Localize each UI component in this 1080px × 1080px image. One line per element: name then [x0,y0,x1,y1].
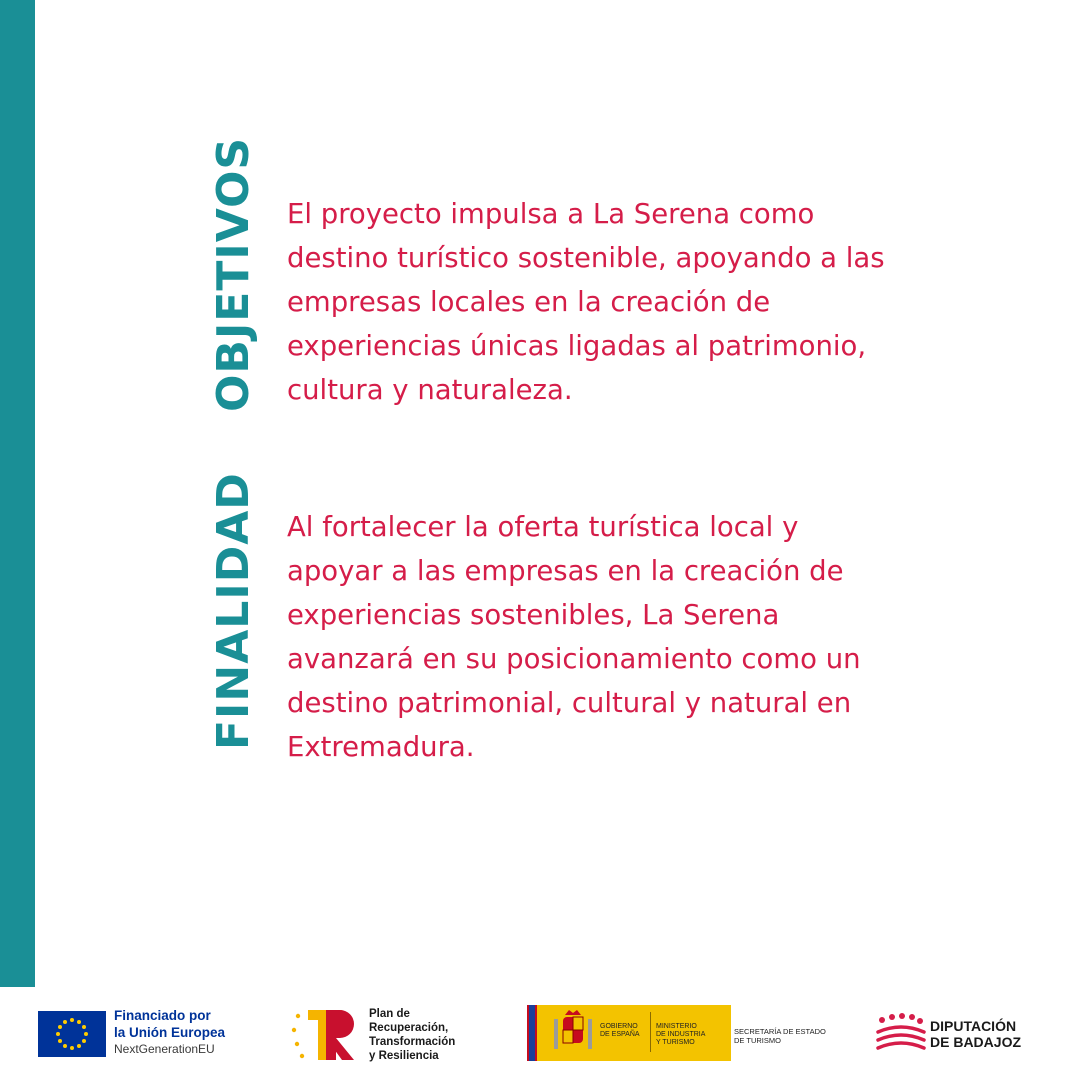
prtr-logo-icon [288,1004,360,1067]
prtr-line3: Transformación [369,1036,456,1048]
section-text-objetivos: El proyecto impulsa a La Serena como destino turístico sostenible, apoyando a las empresas locales en la creación de experiencias únicas ligadas al patrimonio, cultura y naturaleza. [287,198,885,406]
gobierno-divider [650,1012,651,1052]
secretaria-text: SECRETARÍA DE ESTADO DE TURISMO [734,1027,826,1045]
ministerio-text: MINISTERIO DE INDUSTRIA Y TURISMO [656,1023,706,1046]
prtr-line1: Plan de [369,1008,410,1020]
diputacion-line2: DE BADAJOZ [930,1034,1022,1050]
diputacion-text [930,1018,1021,1050]
coat-of-arms-icon [551,1009,595,1057]
eu-flag-icon [38,1011,106,1057]
eu-funding-text [114,1007,225,1058]
section-label-objetivos: OBJETIVOS [208,136,259,412]
gobierno-text: GOBIERNO DE ESPAÑA [600,1023,640,1038]
section-label-finalidad: FINALIDAD [208,472,259,750]
diputacion-logo-icon [874,1012,928,1057]
eu-line3: NextGenerationEU [114,1042,215,1056]
eu-line1: Financiado por [114,1008,211,1023]
diputacion-line1: DIPUTACIÓN [930,1018,1017,1034]
side-accent-bar [0,0,35,987]
section-text-finalidad: Al fortalecer la oferta turística local y apoyar a las empresas en la creación de experiencias sostenibles, La Serena avanzará en su posicionamiento como un destino patrimonial, cultural y natural en Extremadura. [287,511,861,763]
eu-line2: la Unión Europea [114,1025,226,1040]
prtr-text [369,1007,455,1063]
prtr-line2: Recuperación, [369,1022,449,1034]
prtr-line4: y Resiliencia [369,1050,439,1062]
